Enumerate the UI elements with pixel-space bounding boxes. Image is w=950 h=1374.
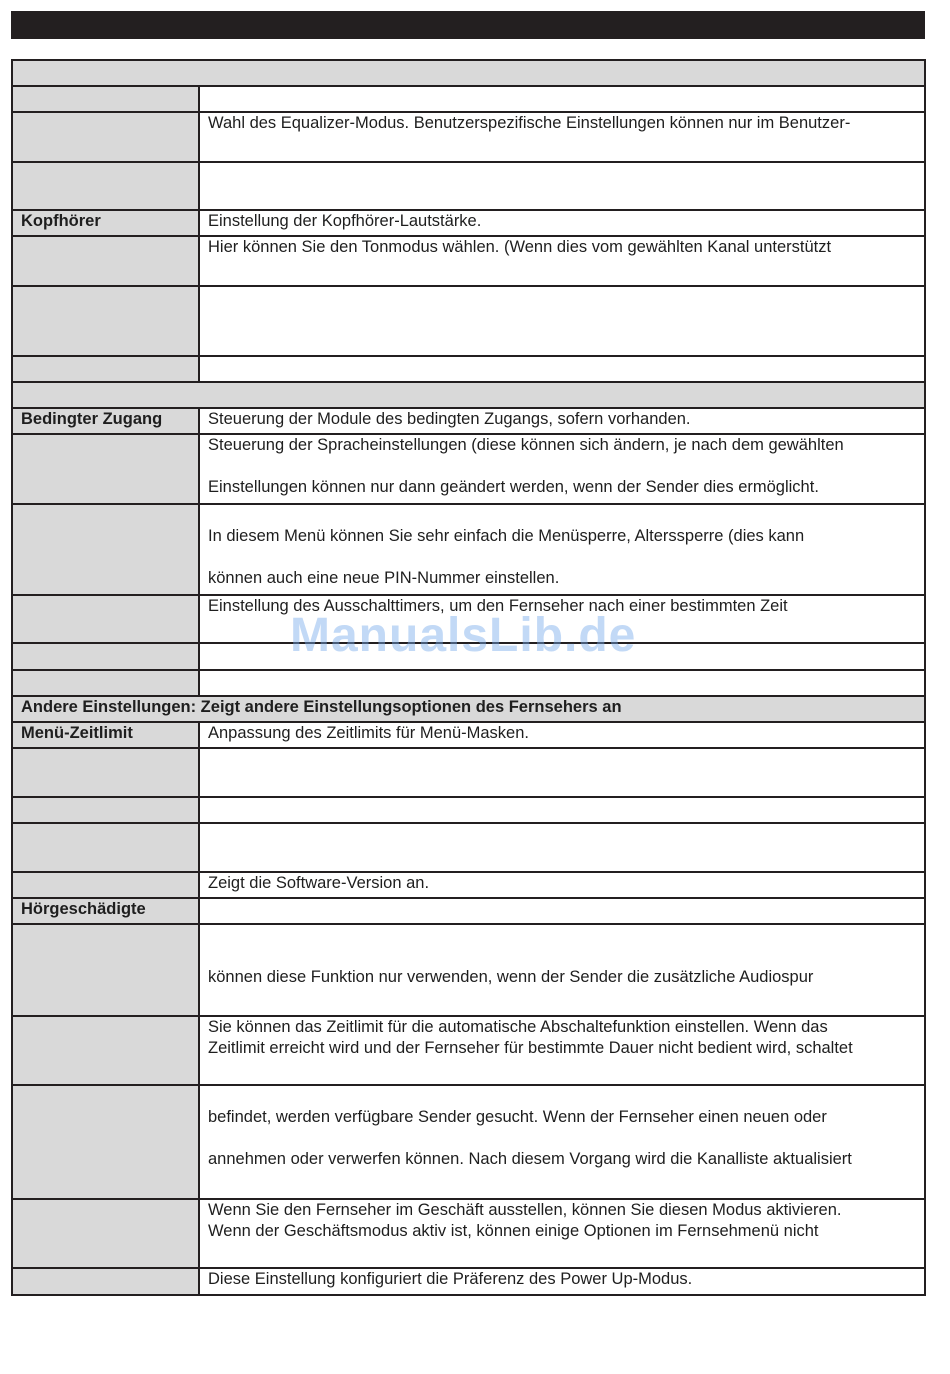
- setting-description: [199, 162, 925, 210]
- setting-label: Kopfhörer: [12, 210, 199, 236]
- setting-label: [12, 748, 199, 797]
- setting-label: [12, 86, 199, 112]
- setting-description: [199, 210, 925, 236]
- setting-description: [199, 872, 925, 898]
- setting-label: [12, 643, 199, 670]
- setting-label: [12, 595, 199, 643]
- description-line: können diese Funktion nur verwenden, wenn der Sender die zusätzliche Audiospur: [208, 968, 814, 986]
- setting-description: [199, 1016, 925, 1085]
- page-header-bar: [11, 11, 925, 39]
- table-row: [12, 112, 925, 162]
- setting-label: [12, 286, 199, 356]
- description-line: [208, 1086, 916, 1107]
- table-row: [12, 823, 925, 872]
- description-line: Hier können Sie den Tonmodus wählen. (Wenn dies vom gewählten Kanal unterstützt: [208, 238, 832, 256]
- setting-description: [199, 504, 925, 595]
- setting-label: [12, 434, 199, 504]
- description-line: können auch eine neue PIN-Nummer einstellen.: [208, 569, 560, 587]
- setting-description: [199, 86, 925, 112]
- description-line: Diese Einstellung konfiguriert die Präferenz des Power Up-Modus.: [208, 1270, 693, 1288]
- setting-description: [199, 643, 925, 670]
- setting-description: [199, 236, 925, 286]
- table-row: [12, 1085, 925, 1199]
- description-line: [208, 798, 916, 819]
- table-row: [12, 924, 925, 1016]
- setting-label: [12, 823, 199, 872]
- setting-description: [199, 408, 925, 434]
- section-header: [12, 382, 925, 408]
- setting-description: [199, 112, 925, 162]
- setting-description: [199, 1199, 925, 1268]
- description-line: Wenn Sie den Fernseher im Geschäft ausstellen, können Sie diesen Modus aktivieren.: [208, 1201, 842, 1219]
- setting-description: [199, 1085, 925, 1199]
- description-line: Steuerung der Spracheinstellungen (diese können sich ändern, je nach dem gewählten: [208, 436, 844, 454]
- description-line: [208, 287, 916, 308]
- description-line: befindet, werden verfügbare Sender gesucht. Wenn der Fernseher einen neuen oder: [208, 1108, 827, 1126]
- description-line: Steuerung der Module des bedingten Zugangs, sofern vorhanden.: [208, 410, 691, 428]
- table-row: [12, 748, 925, 797]
- setting-description: [199, 797, 925, 823]
- table-row: [12, 872, 925, 898]
- table-row: [12, 1268, 925, 1295]
- setting-description: [199, 595, 925, 643]
- table-row: [12, 162, 925, 210]
- description-line: [208, 946, 916, 967]
- description-line: Zeitlimit erreicht wird und der Fernseher für bestimmte Dauer nicht bedient wird, schaltet: [208, 1039, 853, 1057]
- description-line: Wahl des Equalizer-Modus. Benutzerspezifische Einstellungen können nur im Benutzer-: [208, 114, 851, 132]
- setting-label: [12, 1085, 199, 1199]
- setting-label: Bedingter Zugang: [12, 408, 199, 434]
- setting-label: [12, 1268, 199, 1295]
- table-row: [12, 356, 925, 382]
- table-row: [12, 408, 925, 434]
- description-line: Anpassung des Zeitlimits für Menü-Masken.: [208, 724, 529, 742]
- description-line: Einstellung des Ausschalttimers, um den Fernseher nach einer bestimmten Zeit: [208, 597, 788, 615]
- table-row: [12, 286, 925, 356]
- table-row: [12, 643, 925, 670]
- setting-label: [12, 356, 199, 382]
- table-row: [12, 434, 925, 504]
- setting-label: [12, 112, 199, 162]
- table-row: [12, 797, 925, 823]
- setting-description: [199, 924, 925, 1016]
- table-row: [12, 504, 925, 595]
- table-row: [12, 1199, 925, 1268]
- setting-label: [12, 670, 199, 696]
- setting-description: [199, 356, 925, 382]
- section-header: Andere Einstellungen: Zeigt andere Einstellungsoptionen des Fernsehers an: [12, 696, 925, 722]
- description-line: [208, 357, 916, 378]
- setting-label: [12, 1199, 199, 1268]
- setting-description: [199, 748, 925, 797]
- description-line: [208, 671, 916, 692]
- description-line: In diesem Menü können Sie sehr einfach die Menüsperre, Alterssperre (dies kann: [208, 527, 805, 545]
- description-line: [208, 505, 916, 526]
- settings-table: [11, 59, 926, 1296]
- description-line: Einstellung der Kopfhörer-Lautstärke.: [208, 212, 482, 230]
- setting-label: [12, 924, 199, 1016]
- description-line: [208, 1128, 916, 1149]
- setting-description: [199, 722, 925, 748]
- description-line: Zeigt die Software-Version an.: [208, 874, 430, 892]
- description-line: Wenn der Geschäftsmodus aktiv ist, können einige Optionen im Fernsehmenü nicht: [208, 1222, 819, 1240]
- description-line: [208, 824, 916, 845]
- description-line: Sie können das Zeitlimit für die automatische Abschaltefunktion einstellen. Wenn das: [208, 1018, 828, 1036]
- setting-description: [199, 286, 925, 356]
- table-row: [12, 86, 925, 112]
- section-header: [12, 60, 925, 86]
- setting-label: Menü-Zeitlimit: [12, 722, 199, 748]
- description-line: [208, 456, 916, 477]
- table-row: [12, 670, 925, 696]
- table-row: [12, 1016, 925, 1085]
- description-line: annehmen oder verwerfen können. Nach diesem Vorgang wird die Kanalliste aktualisiert: [208, 1150, 852, 1168]
- description-line: [208, 644, 916, 665]
- setting-label: [12, 162, 199, 210]
- description-line: [208, 547, 916, 568]
- description-line: Einstellungen können nur dann geändert werden, wenn der Sender dies ermöglicht.: [208, 478, 819, 496]
- table-row: [12, 722, 925, 748]
- description-line: [208, 87, 916, 108]
- watermark: ManualsLib.de: [290, 609, 637, 662]
- setting-description: [199, 434, 925, 504]
- setting-description: [199, 898, 925, 924]
- description-line: [208, 925, 916, 946]
- setting-label: [12, 872, 199, 898]
- setting-label: Hörgeschädigte: [12, 898, 199, 924]
- table-row: [12, 210, 925, 236]
- setting-label: [12, 1016, 199, 1085]
- table-row: [12, 898, 925, 924]
- setting-description: [199, 1268, 925, 1295]
- setting-description: [199, 670, 925, 696]
- setting-description: [199, 823, 925, 872]
- description-line: [208, 899, 916, 920]
- setting-label: [12, 797, 199, 823]
- description-line: [208, 163, 916, 184]
- description-line: [208, 749, 916, 770]
- table-row: [12, 236, 925, 286]
- table-row: [12, 595, 925, 643]
- setting-label: [12, 236, 199, 286]
- setting-label: [12, 504, 199, 595]
